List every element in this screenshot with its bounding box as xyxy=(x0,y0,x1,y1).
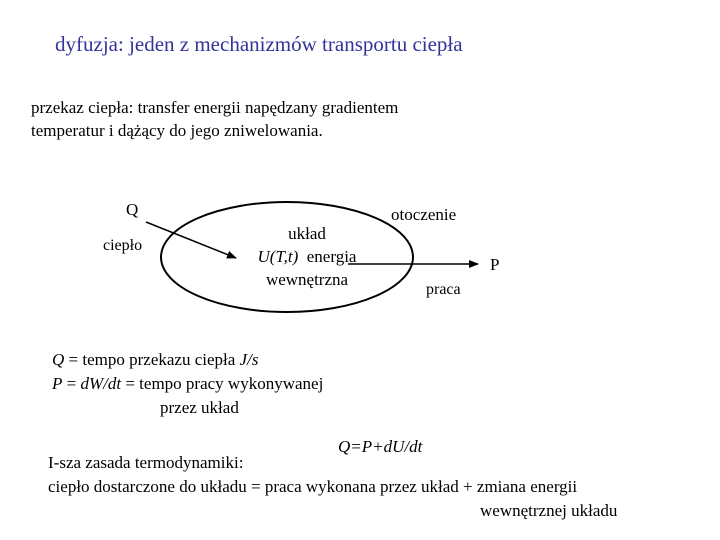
energy-word: energia xyxy=(306,247,357,266)
q-symbol: Q xyxy=(52,350,65,369)
internal-energy-symbol: U(T,t) xyxy=(257,247,299,266)
heat-arrow xyxy=(146,222,236,258)
p-definition xyxy=(52,372,323,396)
p-text: = tempo pracy wykonywanej xyxy=(121,374,324,393)
definition-line-1: przekaz ciepła: transfer energii napędzany gradientem xyxy=(31,98,399,117)
first-law-description-2: wewnętrznej układu xyxy=(480,501,618,520)
system-name: układ xyxy=(288,224,326,243)
p-expression: dW/dt xyxy=(80,374,122,393)
first-law-description-1: ciepło dostarczone do układu = praca wykonana przez układ + zmiana energii xyxy=(48,477,578,496)
definition-line-2: temperatur i dążący do jego zniwelowania. xyxy=(31,121,323,140)
first-law xyxy=(48,451,617,523)
first-law-formula: Q=P+dU/dt xyxy=(338,437,423,456)
symbol-definitions xyxy=(52,348,323,420)
work-label: praca xyxy=(426,281,461,298)
heat-rate-symbol: Q xyxy=(126,200,139,219)
surroundings-label: otoczenie xyxy=(391,205,457,224)
internal-word: wewnętrzna xyxy=(265,270,349,289)
first-law-label: I-sza zasada termodynamiki: xyxy=(48,453,244,472)
slide-title: dyfuzja: jeden z mechanizmów transportu ciepła xyxy=(55,32,463,56)
q-definition xyxy=(52,348,323,372)
system-label xyxy=(236,222,378,291)
p-equals: = xyxy=(62,374,81,393)
internal-energy-line xyxy=(236,245,378,268)
p-symbol: P xyxy=(52,374,63,393)
heat-label: ciepło xyxy=(103,237,143,254)
p-definition-continued: przez układ xyxy=(160,398,239,417)
work-rate-symbol: P xyxy=(490,255,500,274)
q-text: = tempo przekazu ciepła xyxy=(64,350,240,369)
q-unit: J/s xyxy=(239,350,259,369)
